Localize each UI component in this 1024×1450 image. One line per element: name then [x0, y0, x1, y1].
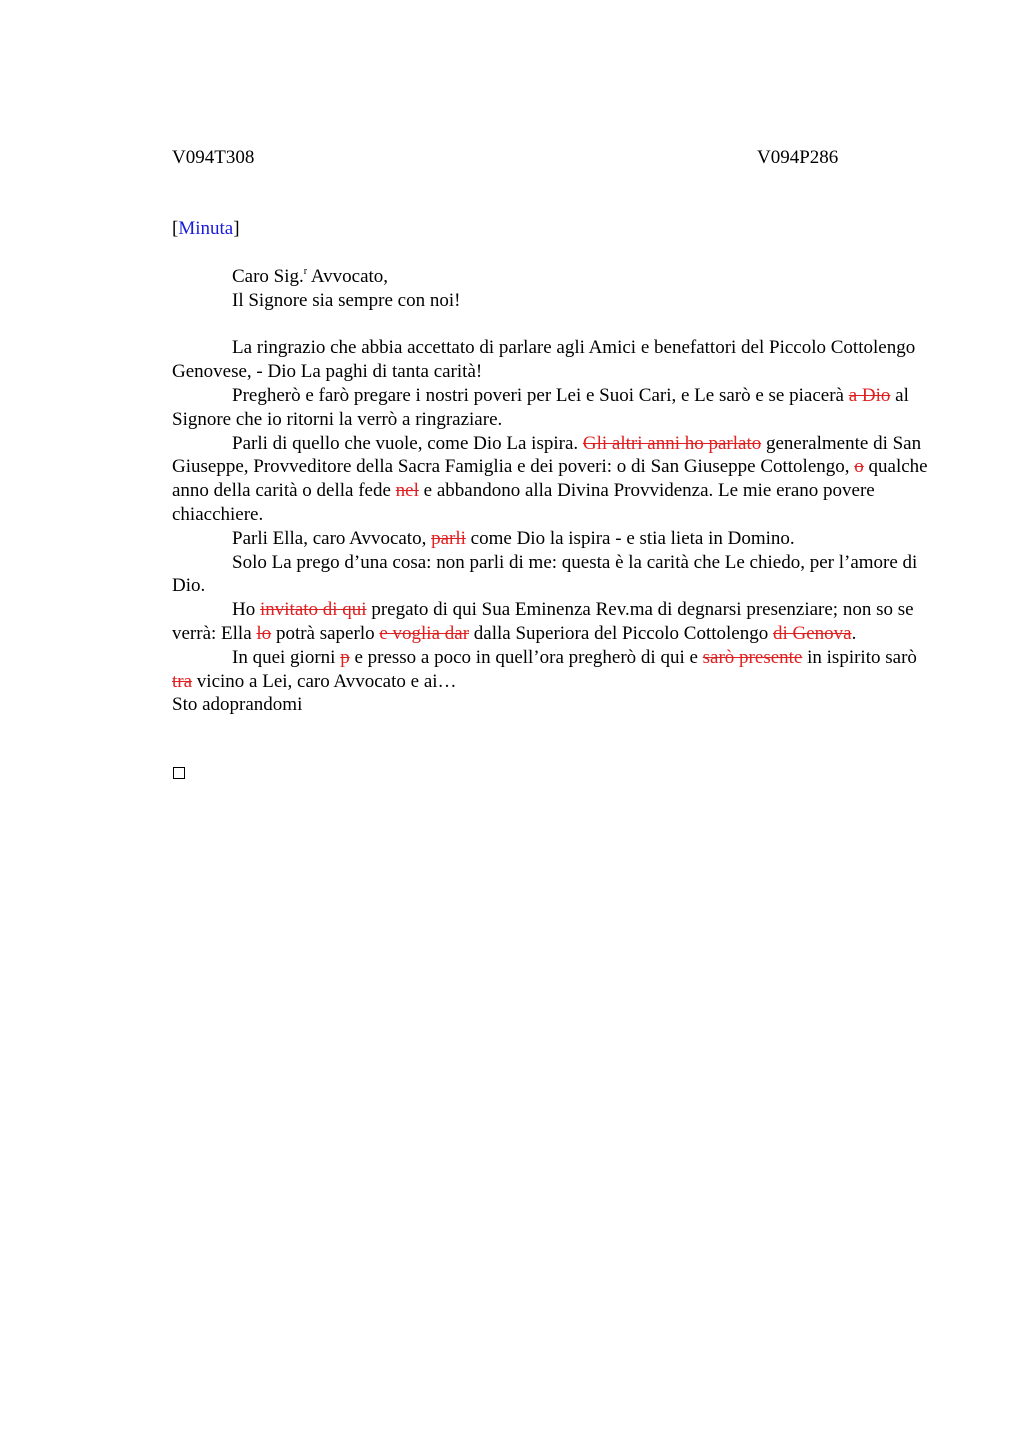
checkbox-square-icon: [173, 767, 185, 779]
minuta-label: Minuta: [178, 218, 234, 239]
deleted-text: parli: [431, 527, 466, 549]
document-code-left: V094T308: [172, 147, 255, 168]
paragraph-7: In quei giorni p e presso a poco in quell’ora pregherò di qui e sarò presente in ispirito sarò tra vicino a Lei, caro Avvocato e ai…: [172, 646, 917, 692]
closing-line: Sto adoprandomi: [172, 694, 303, 716]
deleted-text: Gli altri anni ho parlato: [582, 432, 762, 454]
deleted-text: di Genova: [772, 622, 852, 644]
salutation: Caro Sig.$^r$ Avvocato,: [232, 266, 389, 287]
deleted-text: nel: [395, 480, 419, 502]
paragraph-3: Parli di quello che vuole, come Dio La ispira. Gli altri anni ho parlato generalmente di San Giuseppe, Provveditore della Sacra Famiglia e dei poveri: o di San Giuseppe Cottolengo, o qualche anno della carità o della fede nel e abbandono alla Divina Provvidenza. Le mie erano povere chiacchiere.: [172, 432, 928, 525]
editorial-note: [172, 218, 240, 240]
paragraph-2: Pregherò e farò pregare i nostri poveri per Lei e Suoi Cari, e Le sarò e se piacerà a Dio al Signore che io ritorni la verrò a ringraziare.: [172, 384, 909, 430]
deleted-text: tra: [172, 670, 193, 692]
deleted-text: a Dio: [848, 384, 891, 406]
deleted-text: e voglia dar: [379, 622, 470, 644]
spacer: [172, 313, 932, 337]
deleted-text: lo: [256, 622, 272, 644]
letter-body: [172, 265, 932, 717]
paragraph-5: Solo La prego d’una cosa: non parli di me: questa è la carità che Le chiedo, per l’amore di Dio.: [172, 551, 918, 597]
bracket-open: [: [172, 218, 179, 239]
deleted-text: invitato di qui: [259, 599, 367, 621]
deleted-text: sarò presente: [702, 646, 803, 668]
document-code-right: V094P286: [757, 147, 839, 168]
greeting: Il Signore sia sempre con noi!: [232, 289, 461, 311]
paragraph-4: Parli Ella, caro Avvocato, parli come Dio la ispira - e stia lieta in Domino.: [232, 527, 795, 549]
deleted-text: p: [340, 646, 350, 668]
deleted-text: o: [854, 456, 864, 478]
bracket-close: ]: [233, 218, 240, 239]
paragraph-1: La ringrazio che abbia accettato di parlare agli Amici e benefattori del Piccolo Cottolengo Genovese, - Dio La paghi di tanta carità!: [172, 337, 916, 383]
paragraph-6: Ho invitato di qui pregato di qui Sua Eminenza Rev.ma di degnarsi presenziare; non so se verrà: Ella lo potrà saperlo e voglia dar dalla Superiora del Piccolo Cottolengo di Genova.: [172, 599, 914, 644]
